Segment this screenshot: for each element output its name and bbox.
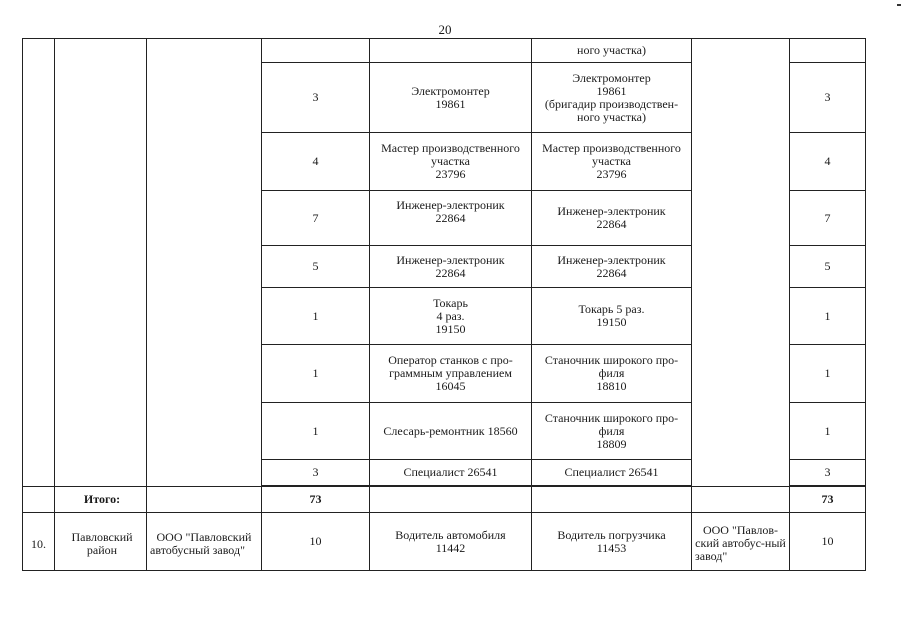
organization-right-cell: ООО "Павлов-ский автобус-ный завод" xyxy=(692,513,790,571)
target-profession-cell: Водитель погрузчика 11453 xyxy=(532,513,692,571)
count-cell: 7 xyxy=(790,191,866,246)
qty-cell: 10 xyxy=(262,513,370,571)
table-row-10 xyxy=(23,513,866,571)
profession-cell: Водитель автомобиля 11442 xyxy=(370,513,532,571)
col-organization-cell xyxy=(147,39,262,487)
profession-cell: Токарь 4 раз. 19150 xyxy=(370,288,532,345)
count-cell: 4 xyxy=(790,133,866,191)
qty-cell: 3 xyxy=(262,63,370,133)
row-number: 10. xyxy=(23,513,55,571)
qty-cell: 7 xyxy=(262,191,370,246)
profession-cell: Инженер-электроник 22864 xyxy=(370,191,532,246)
total-number-cell xyxy=(23,487,55,513)
total-target-cell xyxy=(532,487,692,513)
total-profession-cell xyxy=(370,487,532,513)
target-profession-cell: Мастер производственного участка 23796 xyxy=(532,133,692,191)
profession-cell xyxy=(370,39,532,63)
positions-table xyxy=(22,38,866,571)
col-district-cell xyxy=(55,39,147,487)
corner-mark xyxy=(897,4,901,6)
count-cell: 1 xyxy=(790,403,866,460)
total-count: 73 xyxy=(790,487,866,513)
qty-cell: 3 xyxy=(262,460,370,486)
count-cell: 10 xyxy=(790,513,866,571)
count-cell: 3 xyxy=(790,460,866,486)
target-profession-cell: Инженер-электроник 22864 xyxy=(532,246,692,288)
profession-cell: Инженер-электроник 22864 xyxy=(370,246,532,288)
total-label: Итого: xyxy=(55,487,147,513)
page-number: 20 xyxy=(438,22,452,37)
profession-cell: Специалист 26541 xyxy=(370,460,532,486)
target-profession-cell: Станочник широкого про- филя 18810 xyxy=(532,345,692,403)
profession-cell: Оператор станков с про- граммным управлением 16045 xyxy=(370,345,532,403)
district-cell: Павловский район xyxy=(55,513,147,571)
qty-cell: 5 xyxy=(262,246,370,288)
profession-cell: Мастер производственного участка 23796 xyxy=(370,133,532,191)
target-profession-cell: Станочник широкого про- филя 18809 xyxy=(532,403,692,460)
profession-cell: Электромонтер 19861 xyxy=(370,63,532,133)
target-profession-cell: Электромонтер 19861 (бригадир производствен- ного участка) xyxy=(532,63,692,133)
count-cell: 3 xyxy=(790,63,866,133)
target-profession-cell: ного участка) xyxy=(532,39,692,63)
total-org-right-cell xyxy=(692,487,790,513)
organization-cell: ООО "Павловский автобусный завод" xyxy=(147,513,262,571)
count-cell xyxy=(790,39,866,63)
total-qty: 73 xyxy=(262,487,370,513)
qty-cell: 1 xyxy=(262,403,370,460)
count-cell: 1 xyxy=(790,345,866,403)
qty-cell xyxy=(262,39,370,63)
count-cell: 5 xyxy=(790,246,866,288)
col-organization-right-cell xyxy=(692,39,790,487)
profession-cell: Слесарь-ремонтник 18560 xyxy=(370,403,532,460)
count-cell: 1 xyxy=(790,288,866,345)
table-row xyxy=(23,39,866,63)
target-profession-cell: Инженер-электроник 22864 xyxy=(532,191,692,246)
target-profession-cell: Специалист 26541 xyxy=(532,460,692,486)
total-row xyxy=(23,487,866,513)
target-profession-cell: Токарь 5 раз. 19150 xyxy=(532,288,692,345)
qty-cell: 1 xyxy=(262,288,370,345)
col-number-cell xyxy=(23,39,55,487)
total-org-cell xyxy=(147,487,262,513)
qty-cell: 1 xyxy=(262,345,370,403)
qty-cell: 4 xyxy=(262,133,370,191)
